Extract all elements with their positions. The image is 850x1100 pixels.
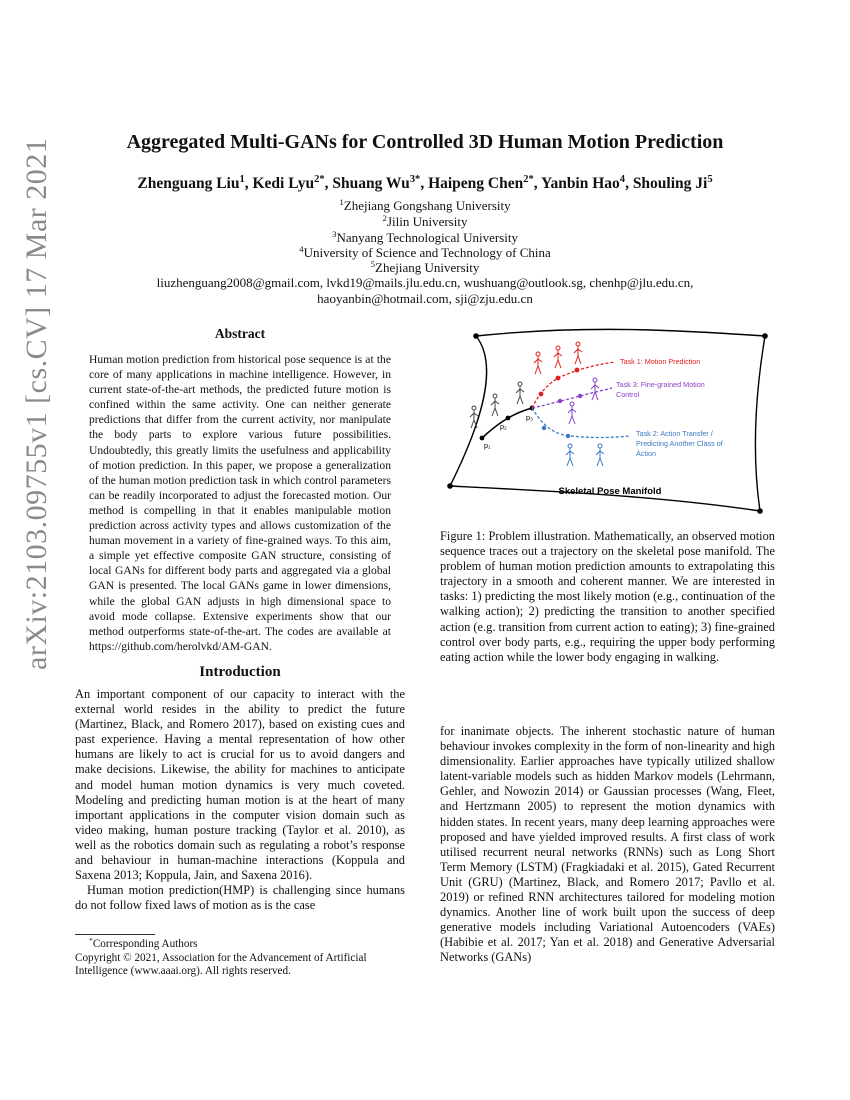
observed-trajectory: [482, 408, 532, 438]
author-name: Shouling Ji: [632, 175, 708, 192]
author-sup: 4: [619, 174, 626, 186]
p2-label: p₂: [500, 422, 507, 431]
task3-label-line1: Task 3: Fine-grained Motion: [616, 380, 705, 389]
author-name: Haipeng Chen: [428, 175, 524, 192]
footnote: [75, 935, 407, 979]
manifold-label: Skeletal Pose Manifold: [558, 486, 662, 497]
manifold-corner: [447, 483, 453, 489]
task2-path: [532, 408, 630, 438]
task1-label: Task 1: Motion Prediction: [620, 357, 701, 366]
affiliation-1: $^1$Zhejiang Gongshang University: [339, 197, 511, 213]
author-sup: 2*: [523, 174, 534, 186]
task2-point: [542, 426, 546, 430]
figure-1-diagram: [440, 326, 780, 526]
task2-label-line1: Task 2: Action Transfer /: [636, 429, 713, 438]
task3-path: [532, 388, 612, 408]
task2-label-line2: Predicting Another Class of: [636, 439, 723, 448]
introduction-heading: Introduction: [199, 664, 281, 680]
figure-1: [440, 326, 780, 526]
footnote-rule: [75, 934, 155, 935]
author-name: Kedi Lyu: [252, 175, 315, 192]
email-line-2: haoyanbin@hotmail.com, sji@zju.edu.cn: [317, 291, 533, 306]
skeleton-figure: [568, 402, 576, 424]
pose-point-p1: [480, 436, 485, 441]
task3-label-line2: Control: [616, 390, 640, 399]
affiliation-4: $^4$University of Science and Technology of China: [299, 244, 551, 260]
skeleton-figure: [491, 394, 499, 416]
introduction-section: [75, 664, 405, 913]
manifold-corner: [762, 333, 768, 339]
introduction-body: [75, 687, 405, 913]
skeleton-figure: [554, 346, 562, 368]
task3-point: [558, 399, 562, 403]
task1-point: [575, 368, 580, 373]
p1-label: p₁: [484, 441, 491, 450]
skeleton-figure: [516, 382, 524, 404]
introduction-paragraph-1: An important component of our capacity to interact with the external world resides in the ability to predict the future (Martinez, Black, and Romero 2017), based on existing cues and past experience. Having a mental representation of how other humans are likely to act is crucial for us to avoid dangers and make decisions. Likewise, the ability for machines to anticipate and model human motion dynamics is very much coveted. Modeling and predicting human motion is at the heart of many important applications in the computer vision domain such as video making, human posture tracking (Taylor et al. 2010), as well as the robotics domain such as regulating a robot’s response and behaviour in human-machine interactions (Koppula and Saxena 2013; Koppula, Jain, and Saxena 2016).: [75, 687, 405, 883]
author-sup: 2*: [314, 174, 325, 186]
author-name: Zhenguang Liu: [137, 175, 240, 192]
email-line-1: liuzhenguang2008@gmail.com, lvkd19@mails.jlu.edu.cn, wushuang@outlook.sg, chenhp@jlu.edu.cn,: [156, 275, 694, 290]
copyright-note: Copyright © 2021, Association for the Advancement of Artificial Intelligence (www.aaai.org). All rights reserved.: [75, 951, 367, 977]
skeleton-figure: [574, 342, 582, 364]
author-sup: 1: [239, 174, 245, 186]
task2-point: [566, 434, 570, 438]
author-sup: 3*: [409, 174, 421, 186]
p3-label: p₃: [526, 413, 533, 422]
task3-point: [578, 394, 582, 398]
author-sup: 5: [707, 174, 713, 186]
right-column-body: for inanimate objects. The inherent stochastic nature of human behaviour invokes complexity in the form of non-linearity and high dimensionality. Earlier approaches have typically utilized shallow latent-variable models such as hidden Markov models (Lehrmann, Gehler, and Nowozin 2014) or Gaussian processes (Wang, Fleet, and Hertzmann 2005) to represent the motion dynamics with hidden states. In recent years, many deep learning approaches were proposed and have yielded improved results. A first class of work utilised recurrent neural networks (RNNs) such as Long Short Term Memory (LSTM) (Fragkiadaki et al. 2015), Gated Recurrent Unit (GRU) (Martinez, Black, and Romero 2017; Pavllo et al. 2019) or refined RNN architectures tailored for modeling motion dynamics. Another line of work built upon the success of deep generative models including Variational Autoencoders (VAEs) (Habibie et al. 2017; Yan et al. 2018) and Generative Adversarial Networks (GANs): [440, 724, 775, 965]
affiliation-5: $^5$Zhejiang University: [370, 259, 480, 275]
figure-1-caption: Figure 1: Problem illustration. Mathematically, an observed motion sequence traces out a trajectory on the skeletal pose manifold. The problem of human motion prediction amounts to extrapolating this trajectory in a smooth and coherent manner. We are interested in tasks: 1) predicting the most likely motion (e.g., continuation of the walking action); 2) predicting the transition to another specified action (e.g. transition from current action to eating); 3) fine-grained control over body parts, e.g., requiring the upper body performing eating action while the lower body engaging in walking.: [440, 529, 775, 664]
task1-point: [539, 392, 544, 397]
skeleton-figure: [534, 352, 542, 374]
author-name: Shuang Wu: [332, 175, 410, 192]
pose-point-p2: [506, 416, 511, 421]
manifold-corner: [757, 508, 763, 514]
corresponding-note: *Corresponding Authors: [89, 935, 198, 950]
author-name: Yanbin Hao: [540, 175, 620, 192]
author-list: Zhenguang Liu$^1$, Kedi Lyu$^{2*}$, Shuang $Wu^{3*}$, Haipeng Chen$^{2*}$, Yanbin Hao$^4$, Shouling Ji$^5$: [137, 174, 713, 192]
manifold-boundary: [450, 329, 765, 511]
affiliation-3: $^3$Nanyang Technological University: [332, 229, 518, 245]
abstract-section: [75, 326, 405, 654]
task2-label-line3: Action: [636, 449, 656, 458]
abstract-text: Human motion prediction from historical pose sequence is at the core of many applications in machine intelligence. However, in current state-of-the-art methods, the predicted future motion is confined within the same activity. One can neither generate predictions that differ from the current activity, nor manipulate the body parts to explore various future possibilities. Undoubtedly, this greatly limits the usefulness and applicability of motion prediction. In this paper, we propose a generalization of the human motion prediction task in which control parameters can be readily incorporated to adjust the forecasted motion. Our method is compelling in that it enables manipulable motion prediction across activity types and allows customization of the human movement in a variety of fine-grained ways. To this aim, a simple yet effective composite GAN structure, consisting of local GANs for different body parts and aggregated via a global GAN is presented. The local GANs game in lower dimensions, while the global GAN adjusts in high dimensional space to avoid mode collapse. Extensive experiments show that our method outperforms state-of-the-art. The codes are available at https://github.com/herolvkd/AM-GAN.: [89, 353, 391, 653]
skeleton-figure: [596, 444, 604, 466]
affiliation-2: $^2$Jilin University: [382, 213, 468, 229]
task1-path: [532, 362, 615, 408]
skeleton-figure: [591, 378, 599, 400]
skeleton-figure: [566, 444, 574, 466]
manifold-corner: [473, 333, 479, 339]
task1-point: [556, 376, 561, 381]
paper-title: Aggregated Multi-GANs for Controlled 3D Human Motion Prediction: [126, 131, 724, 153]
abstract-heading: Abstract: [214, 326, 266, 341]
arxiv-stamp: arXiv:2103.09755v1 [cs.CV] 17 Mar 2021: [20, 137, 53, 670]
introduction-paragraph-2: Human motion prediction(HMP) is challenging since humans do not follow fixed laws of motion as is the case: [75, 883, 405, 913]
